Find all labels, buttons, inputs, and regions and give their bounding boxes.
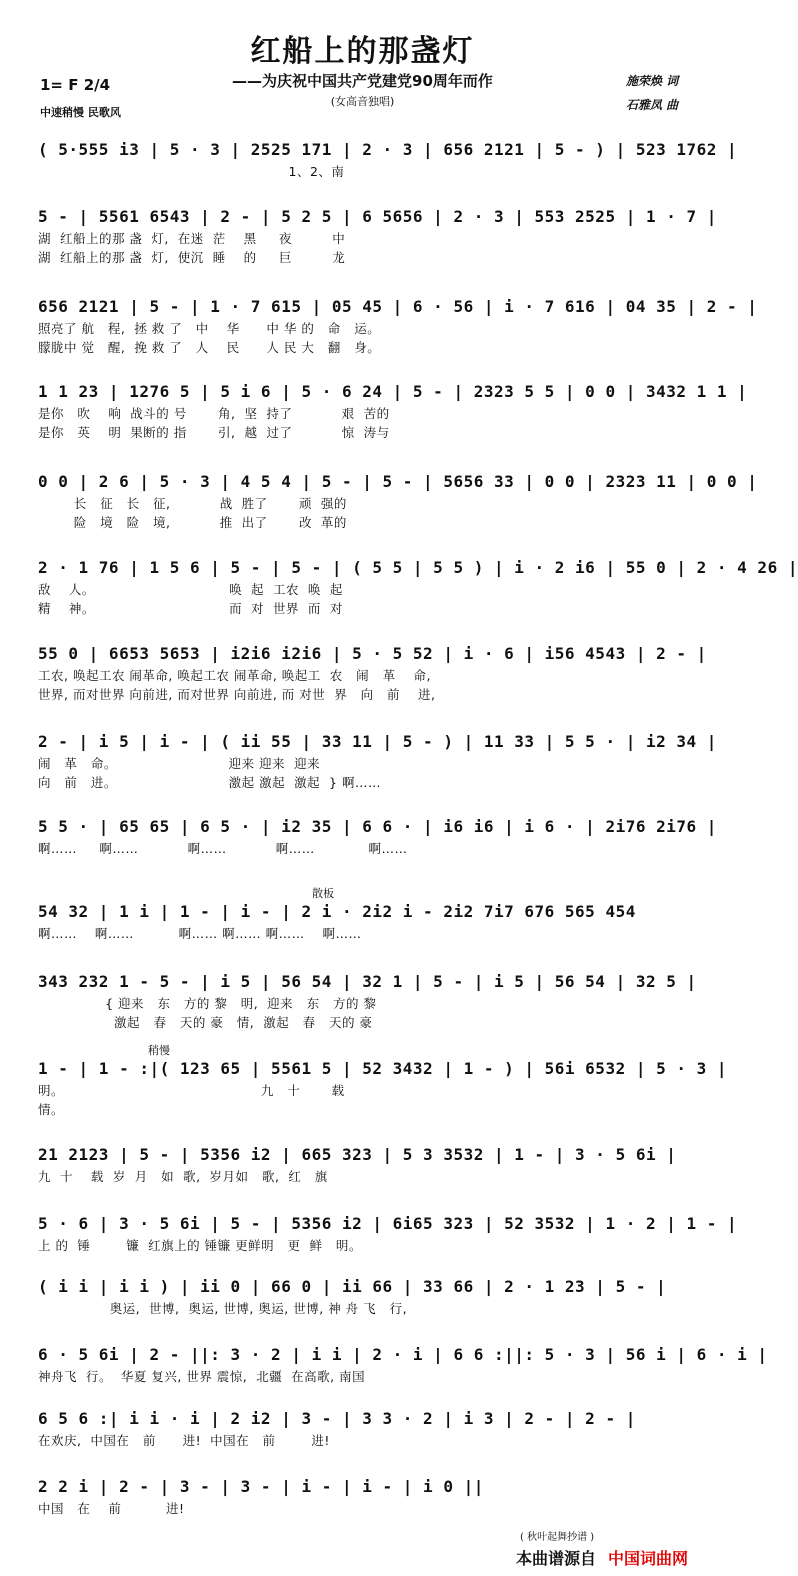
score-row [38, 815, 717, 858]
score-row [38, 970, 697, 1032]
score-row [38, 295, 758, 357]
lyric-line-1: 闹 革 命。 迎来 迎来 迎来 [38, 756, 321, 771]
lyric-line-1: 上 的 锤 镰 红旗上的 锤镰 更鲜明 更 鲜 明。 [38, 1238, 362, 1253]
score-row [38, 730, 717, 792]
lyric-line-1: 神舟飞 行。 华夏 复兴, 世界 震惊, 北疆 在高歌, 南国 [38, 1369, 366, 1384]
notation-line: 6 5 6 :| i i · i | 2 i2 | 3 - | 3 3 · 2 | i 3 | 2 - | 2 - | [38, 1409, 636, 1428]
lyric-line-2: 朦胧中 觉 醒, 挽 救 了 人 民 人 民 大 翻 身。 [38, 340, 381, 355]
notation-line: 54 32 | 1 i | 1 - | i - | 2 i · 2i2 i - 2i2 7i7 676 565 454 [38, 902, 636, 921]
lyric-line-1: 明。 九 十 载 [38, 1083, 345, 1098]
notation-line: 55 0 | 6653 5653 | i2i6 i2i6 | 5 · 5 52 | i · 6 | i56 4543 | 2 - | [38, 644, 707, 663]
lyric-line-1: 敌 人。 唤 起 工农 唤 起 [38, 582, 343, 597]
score-row [38, 138, 738, 181]
lyric-line-1: 在欢庆, 中国在 前 进! 中国在 前 进! [38, 1433, 330, 1448]
lyric-line-1: 九 十 载 岁 月 如 歌, 岁月如 歌, 红 旗 [38, 1169, 328, 1184]
notation-line: 343 232 1 - 5 - | i 5 | 56 54 | 32 1 | 5 - | i 5 | 56 54 | 32 5 | [38, 972, 697, 991]
lyric-line-2: 情。 [38, 1102, 65, 1117]
score-row [38, 900, 688, 943]
lyric-line-2: 精 神。 而 对 世界 而 对 [38, 601, 343, 616]
score-row [38, 205, 717, 267]
lyric-line-1: 是你 吹 响 战斗的 号 角, 坚 持了 艰 苦的 [38, 406, 390, 421]
lyric-line-1: 啊…… 啊…… 啊…… 啊…… 啊…… 啊…… [38, 926, 362, 941]
lyric-line-1: 啊…… 啊…… 啊…… 啊…… 啊…… [38, 841, 408, 856]
footer-source [516, 1546, 688, 1569]
score-row [38, 1407, 688, 1450]
tempo-mark-sanban: 散板 [312, 887, 334, 900]
notation-line: 2 - | i 5 | i - | ( ii 55 | 33 11 | 5 - ) | 11 33 | 5 5 · | i2 34 | [38, 732, 717, 751]
footer-source-text: 本曲谱源自 [516, 1549, 597, 1568]
lyric-line-2: 世界, 而对世界 向前进, 而对世界 向前进, 而 对世 界 向 前 进, [38, 687, 436, 702]
score-row [38, 470, 758, 532]
song-title: 红船上的那盏灯 [250, 34, 475, 69]
lyric-line-1: 1、2、南 [38, 164, 345, 179]
lyric-line-1: 长 征 长 征, 战 胜了 顽 强的 [38, 496, 347, 511]
lyric-line-2: 激起 春 天的 豪 情, 激起 春 天的 豪 [38, 1015, 373, 1030]
score-row [38, 556, 798, 618]
notation-line: 1 1 23 | 1276 5 | 5 i 6 | 5 · 6 24 | 5 - | 2323 5 5 | 0 0 | 3432 1 1 | [38, 382, 748, 401]
score-row [38, 380, 748, 442]
song-subtitle: ——为庆祝中国共产党建党90周年而作 [232, 72, 493, 90]
notation-line: 1 - | 1 - :|( 123 65 | 5561 5 | 52 3432 | 1 - ) | 56i 6532 | 5 · 3 | [38, 1059, 728, 1078]
score-row [38, 1343, 768, 1386]
lyric-line-1: { 迎来 东 方的 黎 明, 迎来 东 方的 黎 [38, 996, 377, 1011]
score-row [38, 1212, 738, 1255]
composer-credit: 石雅凤 曲 [626, 98, 679, 112]
footer-brand[interactable]: 中国词曲网 [608, 1549, 689, 1568]
lyric-line-1: 中国 在 前 进! [38, 1501, 185, 1516]
notation-line: 0 0 | 2 6 | 5 · 3 | 4 5 4 | 5 - | 5 - | 5656 33 | 0 0 | 2323 11 | 0 0 | [38, 472, 758, 491]
notation-line: 6 · 5 6i | 2 - ||: 3 · 2 | i i | 2 · i | 6 6 :||: 5 · 3 | 56 i | 6 · i | [38, 1345, 768, 1364]
score-row [38, 642, 707, 704]
transcriber-credit: ( 秋叶起舞抄谱 ) [520, 1532, 595, 1543]
notation-line: 656 2121 | 5 - | 1 · 7 615 | 05 45 | 6 · 56 | i · 7 616 | 04 35 | 2 - | [38, 297, 758, 316]
lyric-line-1: 照亮了 航 程, 拯 救 了 中 华 中 华 的 命 运。 [38, 321, 381, 336]
score-row [38, 1057, 728, 1119]
lyric-line-1: 湖 红船上的那 盏 灯, 在迷 茫 黑 夜 中 [38, 231, 346, 246]
lyric-line-2: 是你 英 明 果断的 指 引, 越 过了 惊 涛与 [38, 425, 390, 440]
notation-line: 5 5 · | 65 65 | 6 5 · | i2 35 | 6 6 · | i6 i6 | i 6 · | 2i76 2i76 | [38, 817, 717, 836]
lyric-line-1: 奥运, 世博, 奥运, 世博, 奥运, 世博, 神 舟 飞 行, [38, 1301, 408, 1316]
tempo-mark-shaoman: 稍慢 [148, 1044, 170, 1057]
lyric-line-2: 湖 红船上的那 盏 灯, 使沉 睡 的 巨 龙 [38, 250, 346, 265]
key-signature: 1= F 2/4 [40, 76, 111, 94]
notation-line: 2 · 1 76 | 1 5 6 | 5 - | 5 - | ( 5 5 | 5 5 ) | i · 2 i6 | 55 0 | 2 · 4 26 | [38, 558, 798, 577]
lyric-line-2: 向 前 进。 激起 激起 激起 } 啊…… [38, 775, 381, 790]
lyric-line-1: 工农, 唤起工农 闹革命, 唤起工农 闹革命, 唤起工 农 闹 革 命, [38, 668, 431, 683]
notation-line: ( i i | i i ) | ii 0 | 66 0 | ii 66 | 33 66 | 2 · 1 23 | 5 - | [38, 1277, 667, 1296]
notation-line: 5 · 6 | 3 · 5 6i | 5 - | 5356 i2 | 6i65 323 | 52 3532 | 1 · 2 | 1 - | [38, 1214, 738, 1233]
score-row [38, 1143, 688, 1186]
tempo-marking: 中速稍慢 民歌风 [40, 106, 121, 119]
lyric-line-2: 险 境 险 境, 推 出了 改 革的 [38, 515, 347, 530]
notation-line: 5 - | 5561 6543 | 2 - | 5 2 5 | 6 5656 | 2 · 3 | 553 2525 | 1 · 7 | [38, 207, 717, 226]
notation-line: 2 2 i | 2 - | 3 - | 3 - | i - | i - | i 0 || [38, 1477, 484, 1496]
notation-line: 21 2123 | 5 - | 5356 i2 | 665 323 | 5 3 3532 | 1 - | 3 · 5 6i | [38, 1145, 677, 1164]
lyricist-credit: 施荣焕 词 [626, 74, 679, 88]
notation-line: ( 5·555 i3 | 5 · 3 | 2525 171 | 2 · 3 | 656 2121 | 5 - ) | 523 1762 | [38, 140, 738, 159]
score-row [38, 1275, 688, 1318]
score-row [38, 1475, 688, 1518]
voice-note: (女高音独唱) [330, 95, 395, 108]
